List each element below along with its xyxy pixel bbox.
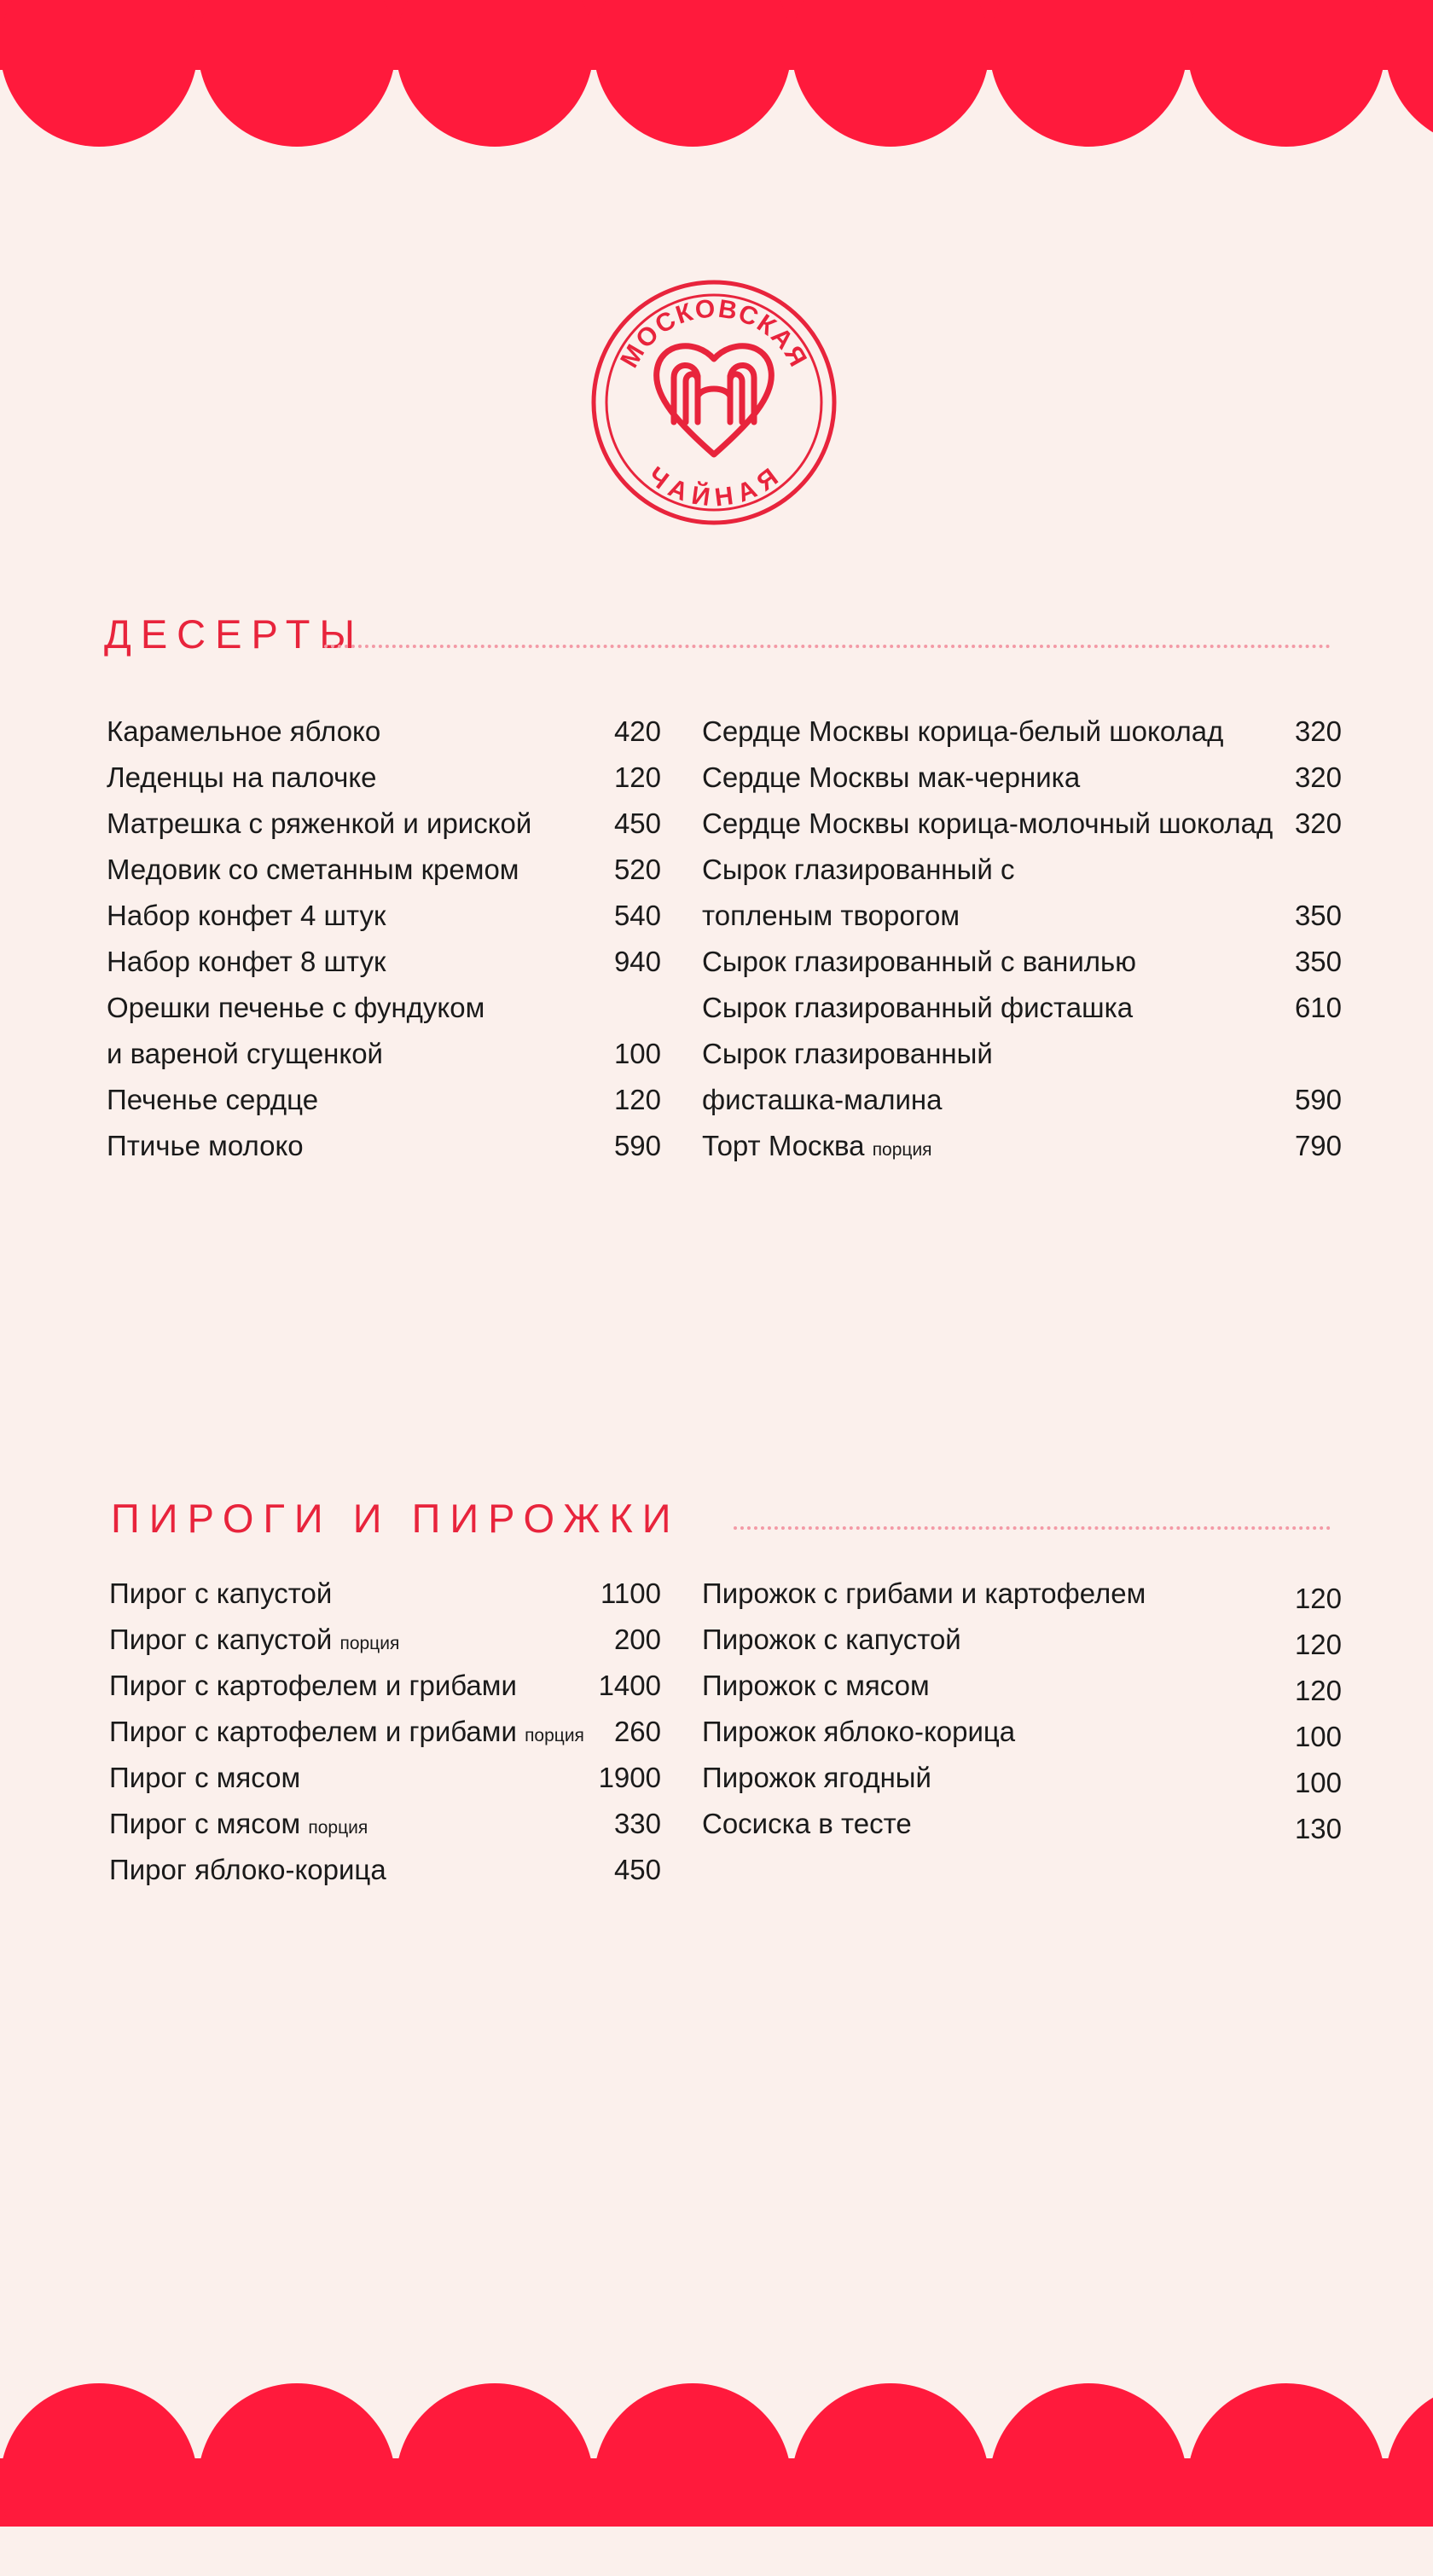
menu-item	[107, 801, 661, 847]
item-name: Карамельное яблоко	[107, 715, 381, 747]
menu-item	[702, 1663, 1342, 1709]
item-price: 1100	[600, 1577, 661, 1609]
item-name: Орешки печенье с фундуком	[107, 992, 485, 1023]
menu-item	[107, 939, 661, 985]
pies-right-column	[702, 1571, 1342, 1847]
item-name	[109, 1709, 584, 1759]
item-name: Пирожок яблоко-корица	[702, 1716, 1016, 1747]
menu-item	[702, 939, 1342, 985]
item-name: фисташка-малина	[702, 1084, 943, 1115]
item-name: Набор конфет 8 штук	[107, 946, 386, 977]
item-price: 200	[613, 1624, 661, 1655]
item-name: Сырок глазированный фисташка	[702, 992, 1134, 1023]
item-name	[109, 1801, 368, 1851]
item-name: топленым творогом	[702, 900, 960, 931]
menu-item	[107, 1077, 661, 1123]
desserts-title-dotted-line	[324, 645, 1331, 648]
logo-text-top: МОСКОВСКАЯ	[615, 294, 813, 373]
item-name: Птичье молоко	[107, 1130, 304, 1161]
item-name: Пирожок с мясом	[702, 1670, 930, 1701]
menu-item	[109, 1571, 661, 1617]
portion-note: порция	[308, 1818, 368, 1838]
item-price: 520	[613, 854, 661, 885]
moskovskaya-chaynaya-logo	[589, 277, 839, 528]
item-name: Матрешка с ряженкой и ириской	[107, 808, 532, 839]
menu-item	[109, 1709, 661, 1755]
item-price: 420	[613, 715, 661, 747]
item-price: 590	[613, 1130, 661, 1161]
menu-item	[107, 1031, 661, 1077]
item-name: Сердце Москвы корица-белый шоколад	[702, 715, 1224, 747]
item-name	[702, 1123, 932, 1173]
item-name: Пирог с мясом	[109, 1762, 301, 1793]
portion-note: порция	[339, 1634, 400, 1653]
menu-item	[702, 1123, 1342, 1169]
item-name: Сердце Москвы корица-молочный шоколад	[702, 808, 1273, 839]
item-price: 320	[1294, 761, 1342, 793]
desserts-title: ДЕСЕРТЫ	[104, 611, 365, 657]
item-price: 100	[613, 1038, 661, 1069]
menu-item	[702, 985, 1342, 1031]
menu-item	[107, 1123, 661, 1169]
item-price: 130	[1294, 1813, 1342, 1844]
item-name: Пирог с картофелем и грибами	[109, 1670, 517, 1701]
item-price: 350	[1294, 946, 1342, 977]
pies-title-dotted-line	[734, 1526, 1331, 1530]
item-name	[109, 1617, 399, 1667]
item-name: Печенье сердце	[107, 1084, 319, 1115]
menu-item	[702, 893, 1342, 939]
item-price: 610	[1294, 992, 1342, 1023]
item-name: Пирожок с грибами и картофелем	[702, 1577, 1146, 1609]
menu-item	[107, 755, 661, 801]
top-scallop-border	[0, 0, 1433, 149]
item-price: 100	[1294, 1767, 1342, 1798]
portion-note: порция	[872, 1140, 932, 1160]
menu-item	[702, 1077, 1342, 1123]
item-name: Леденцы на палочке	[107, 761, 377, 793]
logo-text-bottom: ЧАЙНАЯ	[642, 461, 786, 512]
pies-title: ПИРОГИ И ПИРОЖКИ	[111, 1496, 681, 1541]
desserts-left-column	[107, 709, 661, 1169]
item-price: 330	[613, 1808, 661, 1839]
portion-note: порция	[525, 1726, 584, 1745]
menu-item	[702, 1617, 1342, 1663]
menu-item	[702, 801, 1342, 847]
item-name: Пирожок ягодный	[702, 1762, 931, 1793]
menu-item	[702, 1755, 1342, 1801]
menu-item	[107, 893, 661, 939]
heart-m-icon	[657, 346, 772, 454]
item-price: 120	[613, 761, 661, 793]
item-price: 1400	[598, 1670, 661, 1701]
item-price: 120	[1294, 1675, 1342, 1706]
menu-item	[702, 1031, 1342, 1077]
menu-item	[109, 1755, 661, 1801]
desserts-right-column	[702, 709, 1342, 1169]
item-name: Медовик со сметанным кремом	[107, 854, 519, 885]
item-name: Пирог яблоко-корица	[109, 1854, 386, 1885]
menu-item	[702, 755, 1342, 801]
menu-item	[702, 1801, 1342, 1847]
item-name: Сердце Москвы мак-черника	[702, 761, 1081, 793]
item-price: 120	[1294, 1583, 1342, 1614]
item-name-text: Пирог с мясом	[109, 1808, 301, 1839]
item-name: Набор конфет 4 штук	[107, 900, 386, 931]
menu-item	[109, 1663, 661, 1709]
menu-item	[702, 709, 1342, 755]
item-name: Сырок глазированный с	[702, 854, 1015, 885]
item-price: 450	[613, 1854, 661, 1885]
menu-item	[702, 1571, 1342, 1617]
menu-item	[107, 985, 661, 1031]
item-price: 120	[1294, 1629, 1342, 1660]
pies-left-column	[109, 1571, 661, 1893]
item-price: 260	[613, 1716, 661, 1747]
item-price: 940	[613, 946, 661, 977]
item-name-text: Пирог с картофелем и грибами	[109, 1716, 517, 1747]
svg-text:ЧАЙНАЯ	[642, 461, 786, 512]
item-name: Сосиска в тесте	[702, 1808, 912, 1839]
menu-item	[702, 847, 1342, 893]
item-name: Сырок глазированный	[702, 1038, 993, 1069]
item-price: 790	[1294, 1130, 1342, 1161]
item-price: 320	[1294, 715, 1342, 747]
item-name-text: Пирог с капустой	[109, 1624, 333, 1655]
menu-item	[109, 1847, 661, 1893]
menu-item	[702, 1709, 1342, 1755]
menu-item	[107, 709, 661, 755]
item-price: 100	[1294, 1721, 1342, 1752]
item-name: Пирожок с капустой	[702, 1624, 961, 1655]
item-name: Сырок глазированный с ванилью	[702, 946, 1137, 977]
menu-item	[109, 1801, 661, 1847]
item-name-text: Торт Москва	[702, 1130, 865, 1161]
item-price: 350	[1294, 900, 1342, 931]
bottom-scallop-border	[0, 2383, 1433, 2576]
item-name: и вареной сгущенкой	[107, 1038, 383, 1069]
item-price: 590	[1294, 1084, 1342, 1115]
item-name: Пирог с капустой	[109, 1577, 333, 1609]
item-price: 320	[1294, 808, 1342, 839]
menu-item	[109, 1617, 661, 1663]
item-price: 1900	[598, 1762, 661, 1793]
item-price: 120	[613, 1084, 661, 1115]
item-price: 540	[613, 900, 661, 931]
item-price: 450	[613, 808, 661, 839]
menu-item	[107, 847, 661, 893]
